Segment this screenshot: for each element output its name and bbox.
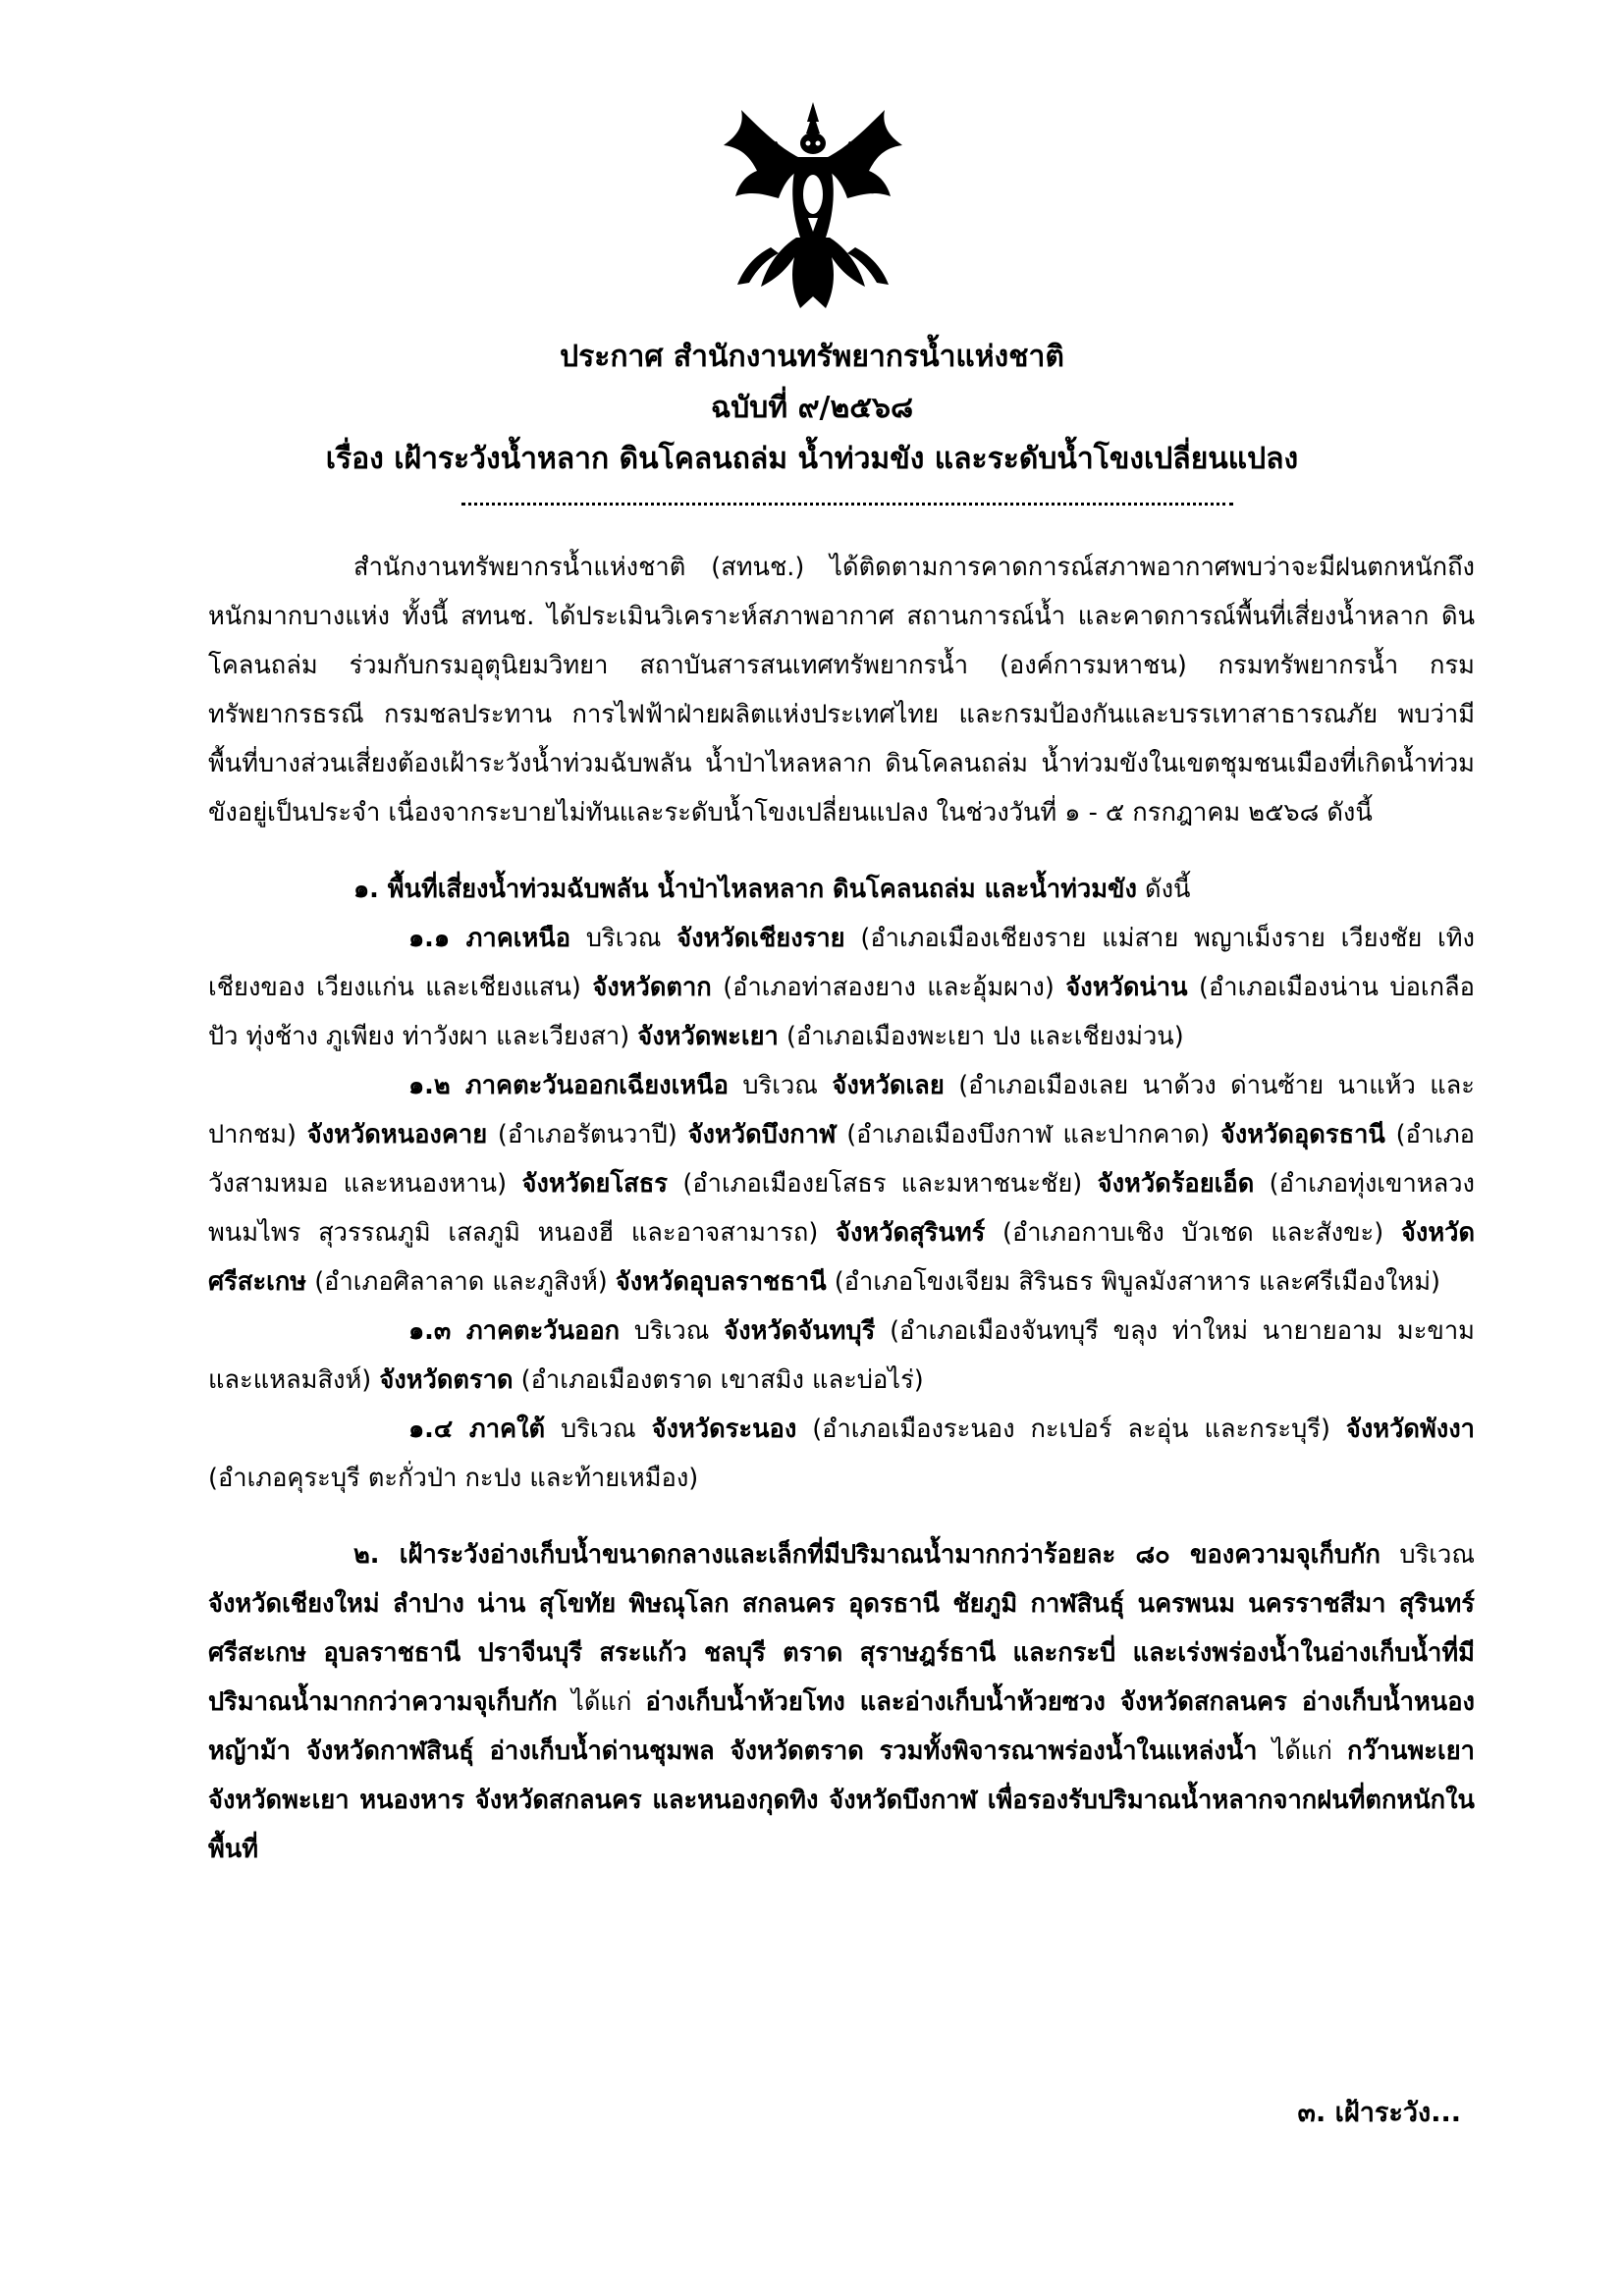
intro-paragraph: สำนักงานทรัพยากรน้ำแห่งชาติ (สทนช.) ได้ติดตามการคาดการณ์สภาพอากาศพบว่าจะมีฝนตกหนักถึงหนักมากบางแห่ง ทั้งนี้ สทนช. ได้ประเมินวิเคราะห์สภาพอากาศ สถานการณ์น้ำ และคาดการณ์พื้นที่เสี่ยงน้ำหลาก ดินโคลนถล่ม ร่วมกับกรมอุตุนิยมวิทยา สถาบันสารสนเทศทรัพยากรน้ำ (องค์การมหาชน) กรมทรัพยากรน้ำ กรมทรัพยากรธรณี กรมชลประทาน การไฟฟ้าฝ่ายผลิตแห่งประเทศไทย และกรมป้องกันและบรรเทาสาธารณภัย พบว่ามีพื้นที่บางส่วนเสี่ยงต้องเฝ้าระวังน้ำท่วมฉับพลัน น้ำป่าไหลหลาก ดินโคลนถล่ม น้ำท่วมขังในเขตชุมชนเมืองที่เกิดน้ำท่วมขังอยู่เป็นประจำ เนื่องจากระบายไม่ทันและระดับน้ำโขงเปลี่ยนแปลง ในช่วงวันที่ ๑ - ๕ กรกฎาคม ๒๕๖๘ ดังนี้ xyxy=(208,553,1475,828)
document-body xyxy=(208,543,1475,1874)
announcement-subject: เรื่อง เฝ้าระวังน้ำหลาก ดินโคลนถล่ม น้ำท่วมขัง และระดับน้ำโขงเปลี่ยนแปลง xyxy=(325,442,1299,476)
announcement-title: ประกาศ สำนักงานทรัพยากรน้ำแห่งชาติ xyxy=(560,340,1064,374)
section-1-3-east: ๑.๓ ภาคตะวันออก บริเวณ จังหวัดจันทบุรี (อำเภอเมืองจันทบุรี ขลุง ท่าใหม่ นายายอาม มะขาม และแหลมสิงห์) จังหวัดตราด (อำเภอเมืองตราด เขาสมิง และบ่อไร่) xyxy=(208,1316,1475,1395)
continue-marker: ๓. เฝ้าระวัง... xyxy=(1297,2098,1461,2128)
section-1-4-south: ๑.๔ ภาคใต้ บริเวณ จังหวัดระนอง (อำเภอเมืองระนอง กะเปอร์ ละอุ่น และกระบุรี) จังหวัดพังงา (อำเภอคุระบุรี ตะกั่วป่า กะปง และท้ายเหมือง) xyxy=(208,1415,1476,1493)
garuda-emblem xyxy=(722,100,904,314)
section-1-1-north: ๑.๑ ภาคเหนือ บริเวณ จังหวัดเชียงราย (อำเภอเมืองเชียงราย แม่สาย พญาเม็งราย เวียงชัย เทิง เชียงของ เวียงแก่น และเชียงแสน) จังหวัดตาก (อำเภอท่าสองยาง และอุ้มผาง) จังหวัดน่าน (อำเภอเมืองน่าน บ่อเกลือ ปัว ทุ่งช้าง ภูเพียง ท่าวังผา และเวียงสา) จังหวัดพะเยา (อำเภอเมืองพะเยา ปง และเชียงม่วน) xyxy=(208,924,1476,1051)
section-1-heading: ๑. พื้นที่เสี่ยงน้ำท่วมฉับพลัน น้ำป่าไหลหลาก ดินโคลนถล่ม และน้ำท่วมขัง ดังนี้ xyxy=(353,875,1191,904)
section-1-2-northeast: ๑.๒ ภาคตะวันออกเฉียงเหนือ บริเวณ จังหวัดเลย (อำเภอเมืองเลย นาด้วง ด่านซ้าย นาแห้ว และปากชม) จังหวัดหนองคาย (อำเภอรัตนวาปี) จังหวัดบึงกาฬ (อำเภอเมืองบึงกาฬ และปากคาด) จังหวัดอุดรธานี (อำเภอวังสามหมอ และหนองหาน) จังหวัดยโสธร (อำเภอเมืองยโสธร และมหาชนะชัย) จังหวัดร้อยเอ็ด (อำเภอทุ่งเขาหลวง พนมไพร สุวรรณภูมิ เสลภูมิ หนองฮี และอาจสามารถ) จังหวัดสุรินทร์ (อำเภอกาบเชิง บัวเชด และสังขะ) จังหวัดศรีสะเกษ (อำเภอศิลาลาด และภูสิงห์) จังหวัดอุบลราชธานี (อำเภอโขงเจียม สิรินธร พิบูลมังสาหาร และศรีเมืองใหม่) xyxy=(208,1071,1476,1297)
dotted-separator xyxy=(461,503,1233,506)
section-2-reservoirs: ๒. เฝ้าระวังอ่างเก็บน้ำขนาดกลางและเล็กที่มีปริมาณน้ำมากกว่าร้อยละ ๘๐ ของความจุเก็บกัก บริเวณ จังหวัดเชียงใหม่ ลำปาง น่าน สุโขทัย พิษณุโลก สกลนคร อุดรธานี ชัยภูมิ กาฬสินธุ์ นครพนม นครราชสีมา สุรินทร์ ศรีสะเกษ อุบลราชธานี ปราจีนบุรี สระแก้ว ชลบุรี ตราด สุราษฎร์ธานี และกระบี่ และเร่งพร่องน้ำในอ่างเก็บน้ำที่มีปริมาณน้ำมากกว่าความจุเก็บกัก ได้แก่ อ่างเก็บน้ำห้วยโทง และอ่างเก็บน้ำห้วยซวง จังหวัดสกลนคร อ่างเก็บน้ำหนองหญ้าม้า จังหวัดกาฬสินธุ์ อ่างเก็บน้ำด่านชุมพล จังหวัดตราด รวมทั้งพิจารณาพร่องน้ำในแหล่งน้ำ ได้แก่ กว๊านพะเยา จังหวัดพะเยา หนองหาร จังหวัดสกลนคร และหนองกุดทิง จังหวัดบึงกาฬ เพื่อรองรับปริมาณน้ำหลากจากฝนที่ตกหนักในพื้นที่ xyxy=(208,1540,1476,1864)
announcement-number: ฉบับที่ ๙/๒๕๖๘ xyxy=(710,391,914,425)
announcement-title-block xyxy=(196,332,1428,485)
